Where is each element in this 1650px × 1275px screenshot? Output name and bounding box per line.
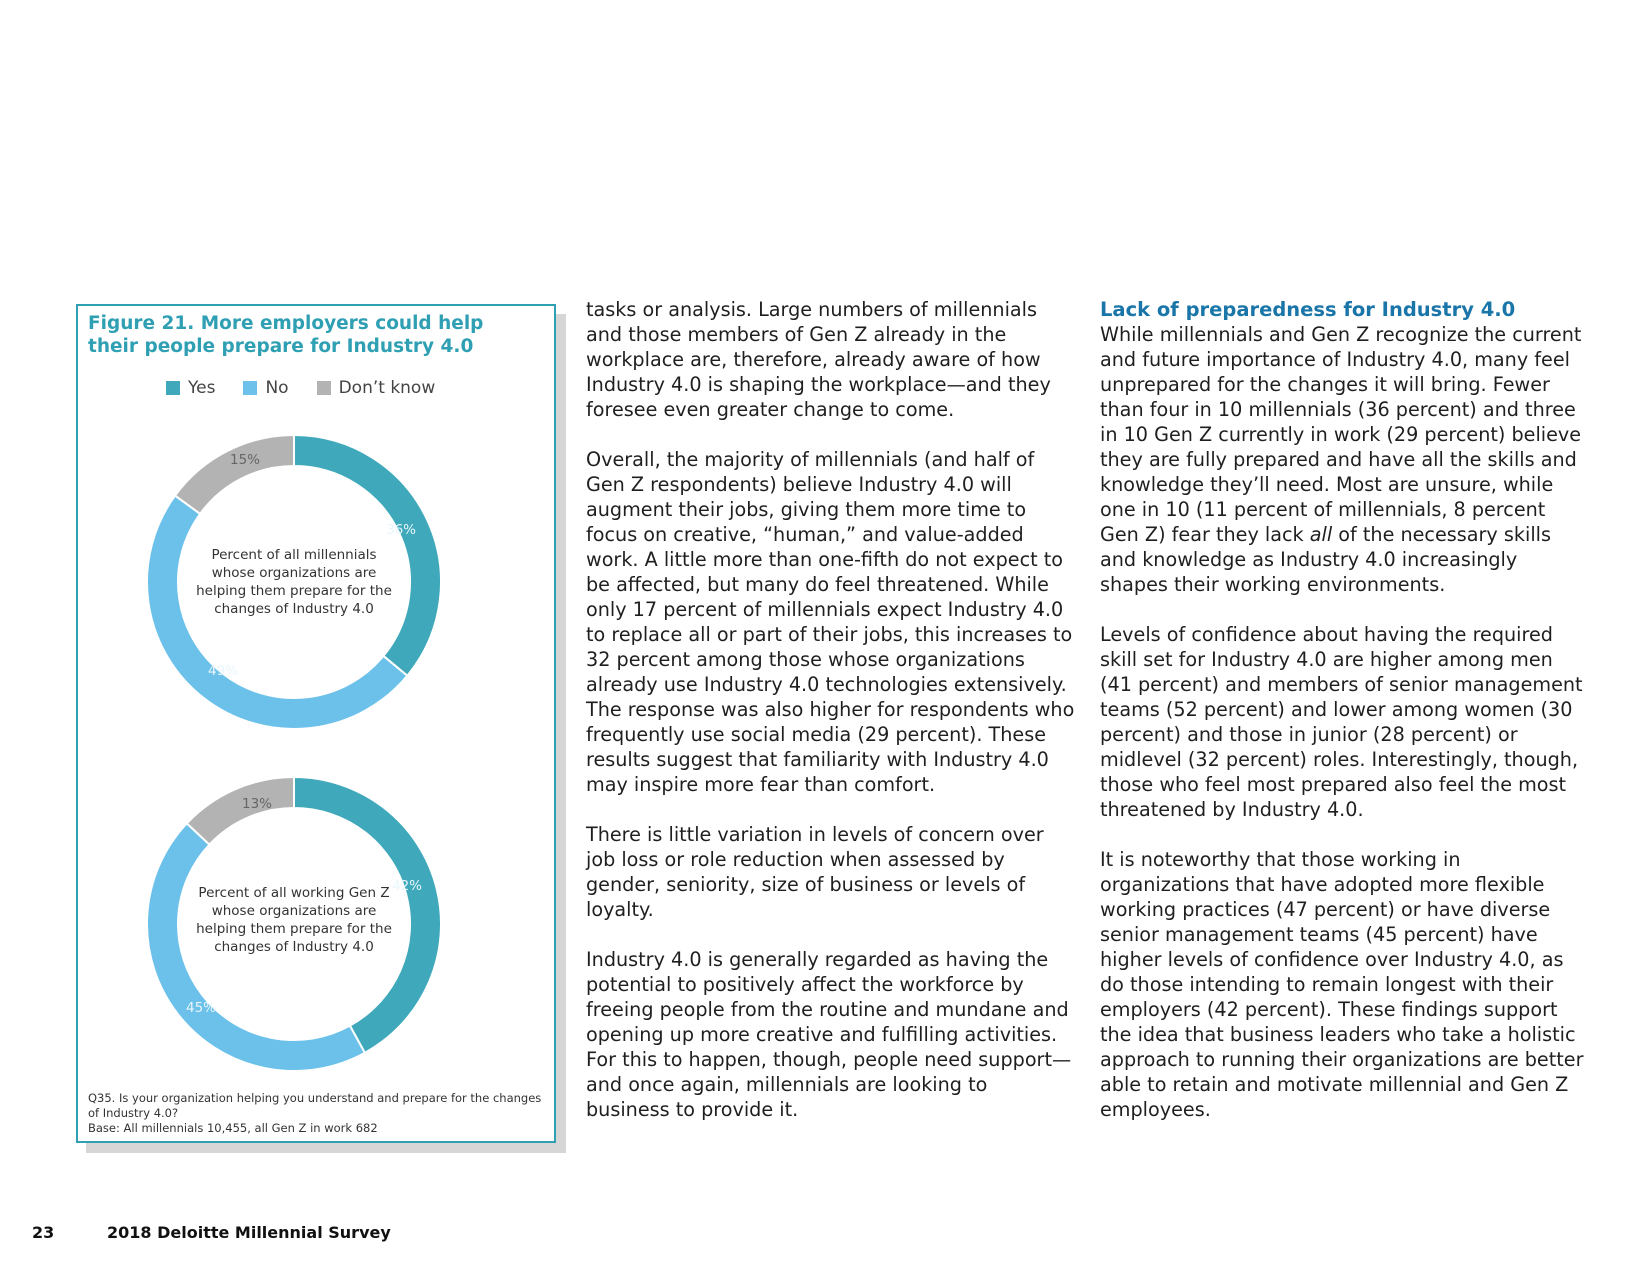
legend-swatch-no: [243, 381, 257, 395]
right-paragraph-3: It is noteworthy that those working in organizations that have adopted more flexible working practices (47 percent) or have diverse senior management teams (45 percent) have higher levels of confidence over Industry 4.0, as do those intending to remain longest with their employers (42 percent). These findings support the idea that business leaders who take a holistic approach to running their organizations are better able to retain and motivate millennial and Gen Z employees.: [1100, 848, 1584, 1121]
middle-paragraph-4: Industry 4.0 is generally regarded as having the potential to positively affect the workforce by freeing people from the routine and mundane and opening up more creative and fulfilling activities. For this to happen, though, people need support—and once again, millennials are looking to business to provide it.: [586, 948, 1072, 1121]
pct-label-yes-genz: 42%: [392, 878, 423, 894]
legend-label-no: No: [265, 378, 289, 398]
figure-title: Figure 21. More employers could help their people prepare for Industry 4.0: [88, 313, 484, 357]
middle-paragraph-2: Overall, the majority of millennials (and half of Gen Z respondents) believe Industry 4.0 will augment their jobs, giving them more time to focus on creative, “human,” and value-added work. A little more than one-fifth do not expect to be affected, but many do feel threatened. While only 17 percent of millennials expect Industry 4.0 to replace all or part of their jobs, this increases to 32 percent among those whose organizations already use Industry 4.0 technologies extensively. The response was also higher for respondents who frequently use social media (29 percent). These results suggest that familiarity with Industry 4.0 may inspire more fear than comfort.: [586, 448, 1075, 796]
right-paragraph-1-emphasis: all: [1309, 523, 1333, 546]
figure-panel: [76, 304, 556, 1143]
right-paragraph-1-text-b: of the necessary skills and knowledge as Industry 4.0 increasingly shapes their working environments.: [1100, 523, 1551, 596]
legend-label-yes: Yes: [188, 378, 216, 398]
pct-label-yes-millennials: 36%: [386, 522, 417, 538]
page-number: 23: [32, 1223, 55, 1242]
donut-slice-dont-know-genz: [187, 777, 294, 845]
section-heading: Lack of preparedness for Industry 4.0: [1100, 298, 1516, 321]
legend-swatch-dont-know: [317, 381, 331, 395]
figure-base: Base: All millennials 10,455, all Gen Z in work 682: [88, 1121, 378, 1135]
donut-slice-dont-know-millennials: [175, 435, 294, 514]
middle-paragraph-1: tasks or analysis. Large numbers of millennials and those members of Gen Z already in the workplace are, therefore, already aware of how Industry 4.0 is shaping the workplace—and they foresee even greater change to come.: [586, 298, 1051, 421]
donut-center-label-millennials: Percent of all millennials whose organizations are helping them prepare for the changes of Industry 4.0: [196, 547, 392, 617]
figure-footnote: [88, 1091, 543, 1136]
chart-legend: [166, 378, 435, 398]
middle-text-column: [586, 297, 1076, 1147]
pct-label-dont-know-genz: 13%: [242, 796, 273, 812]
legend-swatch-yes: [166, 381, 180, 395]
legend-label-dont-know: Don’t know: [338, 378, 436, 398]
right-paragraph-1: [1100, 322, 1590, 597]
publication-name: 2018 Deloitte Millennial Survey: [107, 1223, 391, 1242]
donut-center-label-genz: Percent of all working Gen Z whose organizations are helping them prepare for the changes of Industry 4.0: [196, 885, 392, 955]
legend-item-yes: [166, 378, 215, 398]
pct-label-no-genz: 45%: [186, 1000, 217, 1016]
middle-paragraph-3: There is little variation in levels of concern over job loss or role reduction when assessed by gender, seniority, size of business or levels of loyalty.: [586, 823, 1044, 921]
right-paragraph-1-text-a: While millennials and Gen Z recognize the current and future importance of Industry 4.0, many feel unprepared for the changes it will bring. Fewer than four in 10 millennials (36 percent) and three in 10 Gen Z currently in work (29 percent) believe they are fully prepared and have all the skills and knowledge they’ll need. Most are unsure, while one in 10 (11 percent of millennials, 8 percent Gen Z) fear they lack: [1100, 323, 1582, 546]
donut-chart-millennials: [144, 432, 444, 732]
right-text-column: [1100, 297, 1590, 1147]
donut-chart-genz: [144, 774, 444, 1074]
legend-item-dont-know: [317, 378, 436, 398]
pct-label-dont-know-millennials: 15%: [230, 452, 261, 468]
legend-item-no: [243, 378, 288, 398]
figure-question: Q35. Is your organization helping you understand and prepare for the changes of Industry 4.0?: [88, 1091, 542, 1120]
pct-label-no-millennials: 49%: [208, 663, 239, 679]
right-paragraph-2: Levels of confidence about having the required skill set for Industry 4.0 are higher among men (41 percent) and members of senior management teams (52 percent) and lower among women (30 percent) and those in junior (28 percent) or midlevel (32 percent) roles. Interestingly, though, those who feel most prepared also feel the most threatened by Industry 4.0.: [1100, 623, 1583, 821]
